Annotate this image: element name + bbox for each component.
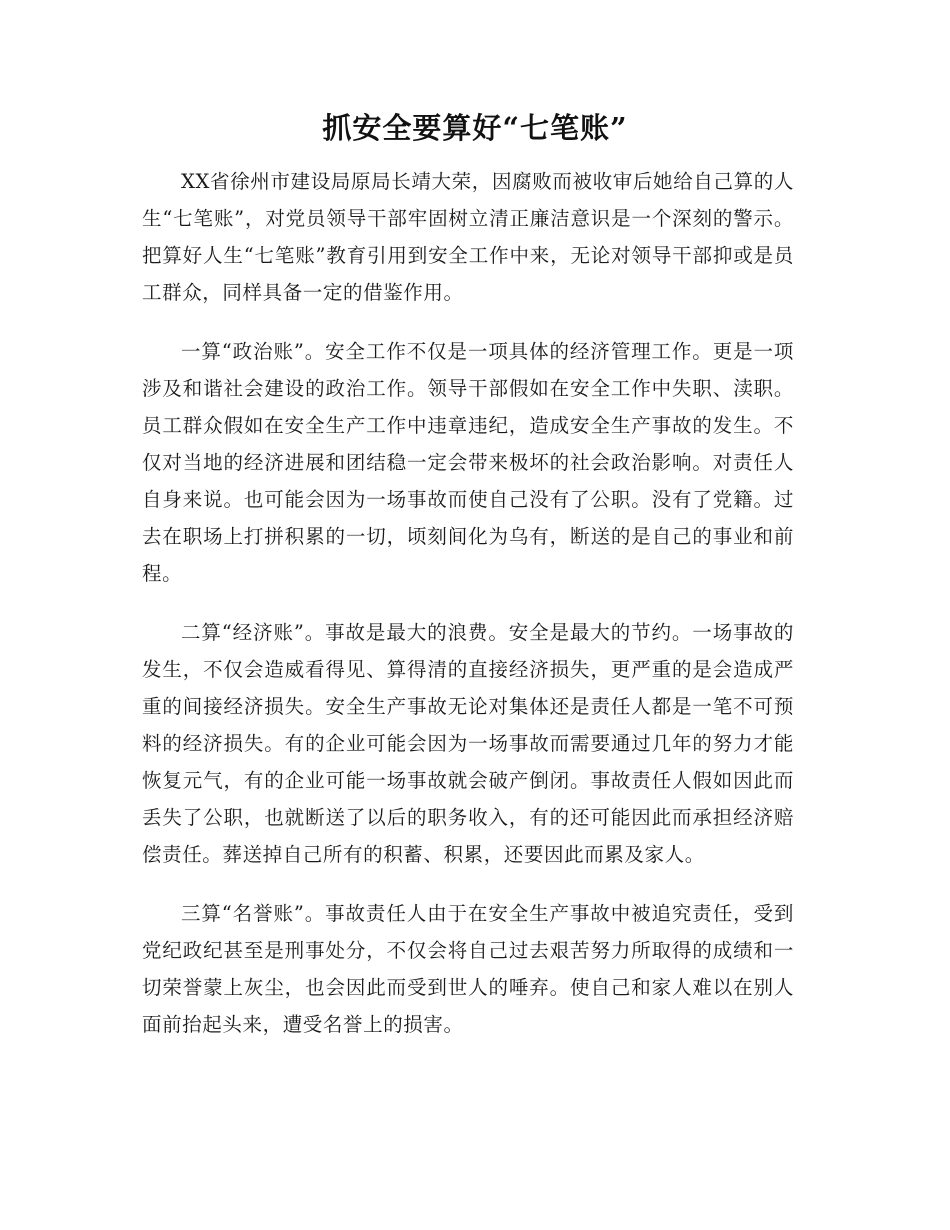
paragraph-political-account: 一算“政治账”。安全工作不仅是一项具体的经济管理工作。更是一项涉及和谐社会建设的政治工作。领导干部假如在安全工作中失职、渎职。员工群众假如在安全生产工作中违章违纪，造成安全生产事故的发生。不仅对当地的经济进展和团结稳一定会带来极坏的社会政治影响。对责任人自身来说。也可能会因为一场事故而使自己没有了公职。没有了党籍。过去在职场上打拼积累的一切，顷刻间化为乌有，断送的是自己的事业和前程。 [142,340,794,585]
document-title: 抓安全要算好“七笔账” [322,111,628,145]
paragraph-reputation-account: 三算“名誉账”。事故责任人由于在安全生产事故中被追究责任，受到党纪政纪甚至是刑事处分，不仅会将自己过去艰苦努力所取得的成绩和一切荣誉蒙上灰尘，也会因此而受到世人的唾弃。使自己和家人难以在别人面前抬起头来，遭受名誉上的损害。 [142,902,794,1036]
paragraph-economic-account: 二算“经济账”。事故是最大的浪费。安全是最大的节约。一场事故的发生，不仅会造威看得见、算得清的直接经济损失，更严重的是会造成严重的间接经济损失。安全生产事故无论对集体还是责任人都是一笔不可预料的经济损失。有的企业可能会因为一场事故而需要通过几年的努力才能恢复元气，有的企业可能一场事故就会破产倒闭。事故责任人假如因此而丢失了公职，也就断送了以后的职务收入，有的还可能因此而承担经济赔偿责任。葬送掉自己所有的积蓄、积累，还要因此而累及家人。 [142,621,794,866]
document-body [142,163,794,1065]
paragraph-intro: XX省徐州市建设局原局长靖大荣，因腐败而被收审后她给自己算的人生“七笔账”，对党员领导干部牢固树立清正廉洁意识是一个深刻的警示。把算好人生“七笔账”教育引用到安全工作中来，无论对领导干部抑或是员工群众，同样具备一定的借鉴作用。 [142,170,794,304]
